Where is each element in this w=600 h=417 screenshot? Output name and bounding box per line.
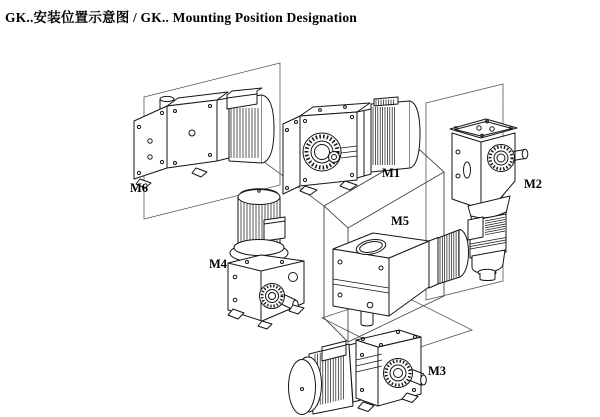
- m5-end-bell: [460, 230, 469, 278]
- gearmotor-m5-illustration: [333, 230, 469, 326]
- m2-shaft-end: [522, 149, 528, 159]
- m6-gearbox-body: [167, 100, 217, 168]
- m4-foot-front: [258, 321, 272, 329]
- m1-foot-left: [300, 186, 317, 195]
- m2-terminal-box: [468, 217, 483, 240]
- gearmotor-m1-illustration: [283, 97, 420, 195]
- m6-flange-plate: [134, 106, 167, 179]
- m6-shaft-top: [160, 96, 174, 101]
- position-label-m5: M5: [391, 214, 410, 228]
- m2-gearbox-left-face: [452, 133, 481, 209]
- m4-terminal-box: [264, 217, 285, 241]
- m3-shaft-end: [421, 375, 427, 385]
- m6-end-bell: [262, 95, 274, 163]
- gearmotor-m6-illustration: [134, 88, 274, 188]
- position-label-m2: M2: [524, 177, 543, 191]
- position-label-m1: M1: [382, 166, 401, 180]
- m2-bottom-stub: [480, 272, 495, 281]
- m4-adapter-ring-upper: [234, 240, 284, 256]
- m5-adapter: [429, 238, 438, 289]
- m1-motor-body: [371, 101, 410, 172]
- m5-gearbox-front: [333, 249, 389, 316]
- position-label-m3: M3: [428, 364, 447, 378]
- m1-shaft-stub-end: [332, 155, 337, 160]
- gearmotor-m3-illustration: [289, 330, 427, 415]
- position-label-m4: M4: [209, 257, 228, 271]
- m4-hub-inner: [269, 293, 276, 300]
- page-title: GK..安装位置示意图 / GK.. Mounting Position Designation: [5, 10, 358, 25]
- m1-hub-inner: [315, 145, 330, 160]
- m2-hub-inner: [497, 154, 505, 162]
- m1-end-bell: [410, 101, 420, 168]
- m3-hub-inner: [394, 369, 403, 378]
- m3-gearbox-left: [356, 340, 378, 406]
- position-label-m6: M6: [130, 181, 149, 195]
- m1-flange-plate: [283, 116, 300, 194]
- gearmotor-m4-illustration: [228, 189, 304, 329]
- m6-foot-right: [192, 168, 207, 177]
